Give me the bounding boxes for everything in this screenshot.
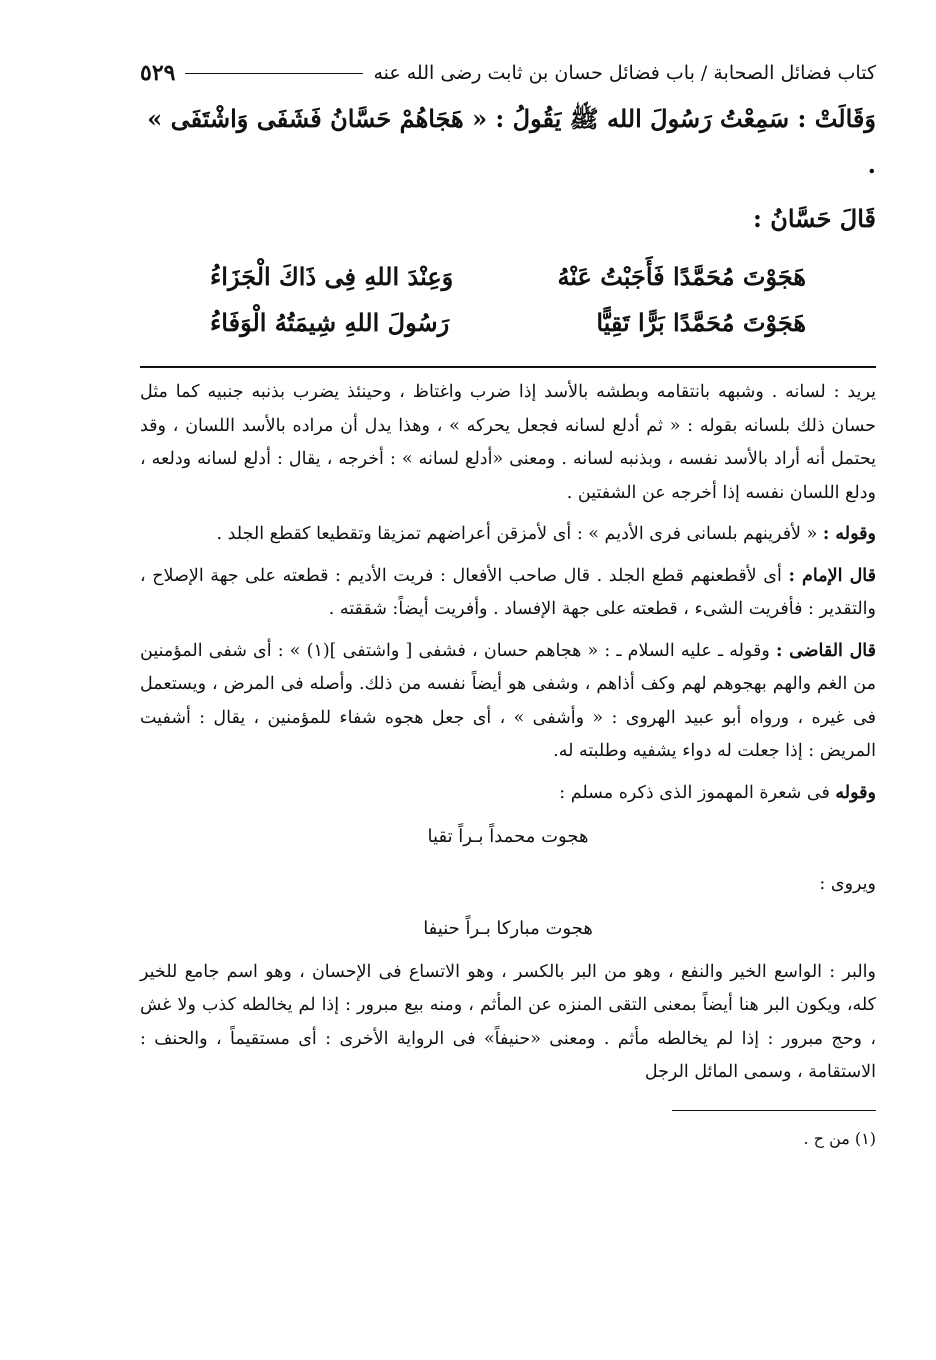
verse-second-hemistich: وَعِنْدَ اللهِ فِى ذَاكَ الْجَزَاءُ	[210, 262, 454, 291]
commentary-paragraph	[140, 635, 876, 769]
header-rule	[185, 73, 363, 74]
verse-second-hemistich: رَسُولَ اللهِ شِيمَتُهُ الْوَفَاءُ	[210, 308, 450, 337]
header-title: كتاب فضائل الصحابة / باب فضائل حسان بن ثابت رضى الله عنه	[373, 62, 876, 84]
paragraph-text: أى لأقطعنهم قطع الجلد . قال صاحب الأفعال : فريت الأديم : قطعته على جهة الإصلاح ، والتقدير : فأفريت الشىء ، قطعته على جهة الإفساد . وأفريت أيضاً: شققته .	[140, 565, 876, 619]
paragraph-lead: وقوله :	[822, 524, 876, 544]
paragraph-lead: قال القاضى :	[775, 640, 877, 661]
commentary-paragraph	[140, 376, 876, 510]
paragraph-text: « لأفرينهم بلسانى فرى الأديم » : أى لأمزقن أعراضهم تمزيقا وتقطيعا كقطع الجلد .	[216, 524, 823, 544]
paragraph-text: فى شعرة المهموز الذى ذكره مسلم :	[559, 782, 836, 803]
verse-first-hemistich: هَجَوْتَ مُحَمَّدًا فَأَجَبْتُ عَنْهُ	[557, 262, 806, 291]
commentary-paragraph	[140, 518, 876, 552]
hadith-text: وَقَالَتْ : سَمِعْتُ رَسُولَ الله ﷺ يَقُولُ : « هَجَاهُمْ حَسَّانُ فَشَفَى وَاشْتَفَى » .	[147, 104, 876, 179]
footnote-rule	[672, 1110, 876, 1111]
hassan-said: قَالَ حَسَّانُ :	[753, 204, 876, 233]
commentary-paragraph	[140, 560, 876, 627]
verse-first-hemistich: هَجَوْتَ مُحَمَّدًا بَرًّا تَقِيًّا	[596, 308, 806, 337]
commentary-paragraph	[140, 777, 876, 811]
paragraph-text: يريد : لسانه . وشبهه بانتقامه وبطشه بالأسد إذا ضرب واغتاظ ، وحينئذ يضرب بذنبه جنبيه كما مثل حسان ذلك بلسانه بقوله : « ثم أدلع لسانه فجعل يحركه » ، وهذا يدل أن مراده بالأسد اللسان ، وقد يحتمل أنه أراد بالأسد نفسه ، وبذنبه لسانه . ومعنى «أدلع لسانه » : أخرجه ، يقال : أدلع لسانه ودلعه ، ودلع اللسان نفسه إذا أخرجه عن الشفتين .	[140, 382, 877, 503]
paragraph-text: وقوله ـ عليه السلام ـ : « هجاهم حسان ، فشفى [ واشتفى ](١) » : أى شفى المؤمنين من الغم والهم بهجوهم لهم وكف أذاهم ، وشفى هو أيضاً نفسه من ذلك. وأصله فى المرض ، ويستعمل فى غيره ، ورواه أبو عبيد الهروى : « وأشفى » ، أى جعل هجوه شفاء للمؤمنين ، يقال : أشفيت المريض : إذا جعلت له دواء يشفيه وطلبته له.	[140, 640, 876, 761]
paragraph-lead: وقوله	[835, 782, 876, 803]
quoted-verse-variant: هجوت مباركا بـراً حنيفا	[423, 917, 593, 939]
running-header	[140, 58, 876, 88]
verse-row	[210, 254, 806, 300]
commentary-divider	[140, 366, 876, 368]
quoted-verse: هجوت محمداً بـراً تقيا	[427, 826, 589, 847]
commentary-paragraph: والبر : الواسع الخير والنفع ، وهو من البر بالكسر ، وهو الاتساع فى الإحسان ، وهو اسم جامع للخير كله، ويكون البر هنا أيضاً بمعنى التقى المنزه عن المأثم ، ومنه بيع مبرور : إذا لم يخالطه كذب ولا غش ، وحج مبرور : إذا لم يخالطه مأثم . ومعنى «حنيفاً» فى الرواية الأخرى : أى مستقيماً ، والحنف : الاستقامة ، وسمى المائل الرجل	[140, 961, 876, 1082]
paragraph-lead: قال الإمام :	[788, 565, 876, 586]
page-number: ٥٢٩	[140, 60, 176, 86]
book-page	[140, 58, 876, 1153]
footnote: (١) من ح .	[803, 1128, 876, 1148]
poem-verses	[140, 254, 876, 346]
verse-row	[210, 300, 806, 346]
variant-label: ويروى :	[819, 874, 876, 894]
